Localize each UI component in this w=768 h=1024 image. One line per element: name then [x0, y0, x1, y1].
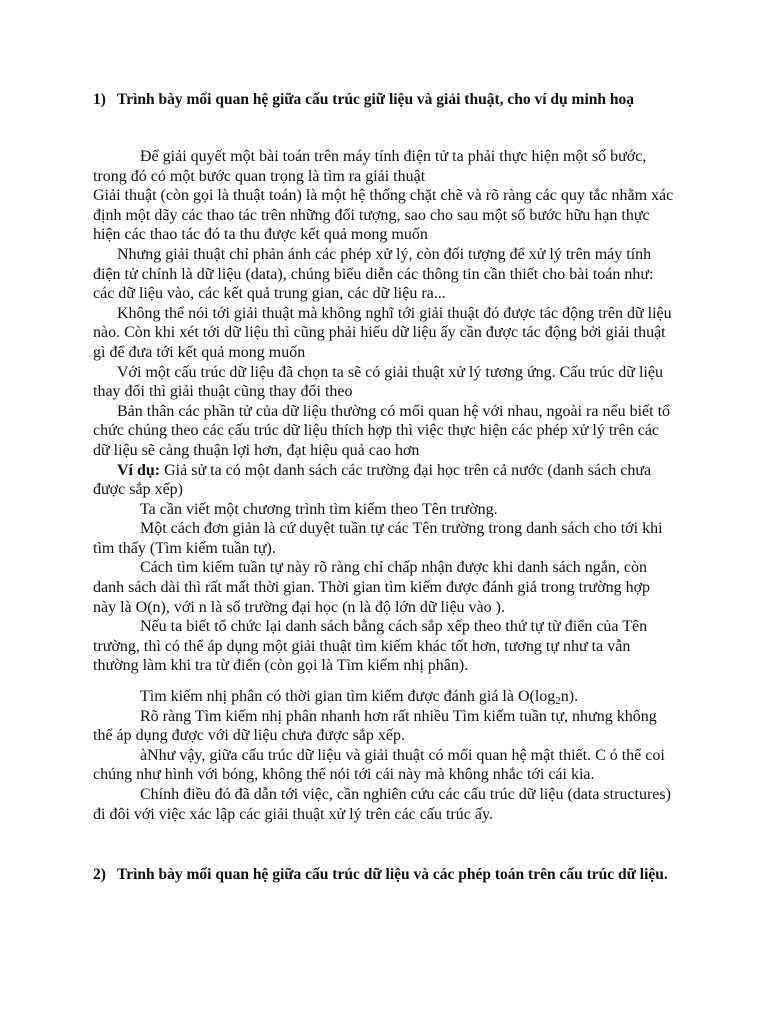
paragraph: Nếu ta biết tổ chức lại danh sách bằng cách sắp xếp theo thứ tự từ điển của Tên trường, thì có thể áp dụng một giải thuật tìm kiếm khác tốt hơn, tương tự như ta vẫn thường làm khi tra từ điển (còn gọi là Tìm kiếm nhị phân).	[93, 618, 648, 675]
complexity-tail: n).	[560, 688, 579, 706]
section-1-body	[93, 147, 675, 824]
paragraph: Giải thuật (còn gọi là thuật toán) là một hệ thống chặt chẽ và rõ ràng các quy tắc nhằm xác định một dãy các thao tác trên những đối tượng, sao cho sau một số bước hữu hạn thực hiện các thao tác đó ta thu được kết quả mong muốn	[93, 187, 674, 244]
complexity-text: Tìm kiếm nhị phân có thời gian tìm kiếm được đánh giá là O(log	[140, 688, 556, 706]
heading-2-text: Trình bày mối quan hệ giữa cấu trúc dữ liệu và các phép toán trên cấu trúc dữ liệu.	[117, 866, 668, 883]
heading-2	[93, 860, 683, 890]
paragraph: Để giải quyết một bài toán trên máy tính điện tử ta phải thực hiện một số bước, trong đó có một bước quan trọng là tìm ra giải thuật	[93, 148, 647, 185]
heading-1-number: 1)	[93, 91, 106, 108]
heading-2-number: 2)	[93, 866, 106, 883]
paragraph: Một cách đơn giản là cứ duyệt tuần tự các Tên trường trong danh sách cho tới khi tìm thấy (Tìm kiếm tuần tự).	[93, 520, 663, 557]
paragraph: Ta cần viết một chương trình tìm kiếm theo Tên trường.	[140, 500, 498, 518]
log-base: 2	[555, 695, 561, 708]
paragraph: Không thể nói tới giải thuật mà không nghĩ tới giải thuật đó được tác động trên dữ liệu nào. Còn khi xét tới dữ liệu thì cũng phải hiểu dữ liệu ấy cần được tác động bởi giải thuật gì để đưa tới kết quả mong muốn	[93, 304, 672, 361]
paragraph: Chính điều đó đã dẫn tới việc, cần nghiên cứu các cấu trúc dữ liệu (data structures) đi đôi với việc xác lập các giải thuật xử lý trên các cấu trúc ấy.	[93, 786, 671, 823]
example-text: Giả sử ta có một danh sách các trường đại học trên cả nước (danh sách chưa được sắp xếp)	[93, 461, 652, 499]
example-paragraph	[93, 461, 675, 500]
heading-1-text: Trình bày mối quan hệ giữa cấu trúc giữ liệu và giải thuật, cho ví dụ minh hoạ	[117, 91, 634, 108]
heading-1	[93, 85, 683, 115]
paragraph: Với một cấu trúc dữ liệu đã chọn ta sẽ có giải thuật xử lý tương ứng. Cấu trúc dữ liệu thay đổi thì giải thuật cũng thay đổi theo	[93, 363, 663, 401]
example-label: Ví dụ:	[117, 461, 161, 479]
paragraph: Nhưng giải thuật chỉ phản ánh các phép xử lý, còn đối tượng để xử lý trên máy tính điện tử chính là dữ liệu (data), chúng biểu diễn các thông tin cần thiết cho bài toán như: các dữ liệu vào, các kết quả trung gian, các dữ liệu ra...	[93, 245, 654, 303]
paragraph: àNhư vậy, giữa cấu trúc dữ liệu và giải thuật có mối quan hệ mật thiết. C ó thể coi chúng như hình với bóng, không thể nói tới cái này mà không nhắc tới cái kia.	[93, 746, 665, 784]
complexity-paragraph	[93, 687, 675, 707]
paragraph: Cách tìm kiếm tuần tự này rõ ràng chỉ chấp nhận được khi danh sách ngắn, còn danh sách dài thì rất mất thời gian. Thời gian tìm kiếm được đánh giá trong trường hợp này là O(n), với n là số trường đại học (n là độ lớn dữ liệu vào ).	[93, 559, 651, 616]
paragraph: Rõ ràng Tìm kiếm nhị phân nhanh hơn rất nhiều Tìm kiếm tuần tự, nhưng không thể áp dụng được với dữ liệu chưa được sắp xếp.	[93, 707, 657, 745]
paragraph: Bản thân các phần tử của dữ liệu thường có mối quan hệ với nhau, ngoài ra nếu biết tổ chức chúng theo các cấu trúc dữ liệu thích hợp thì việc thực hiện các phép xử lý trên các dữ liệu sẽ càng thuận lợi hơn, đạt hiệu quả cao hơn	[93, 402, 671, 459]
